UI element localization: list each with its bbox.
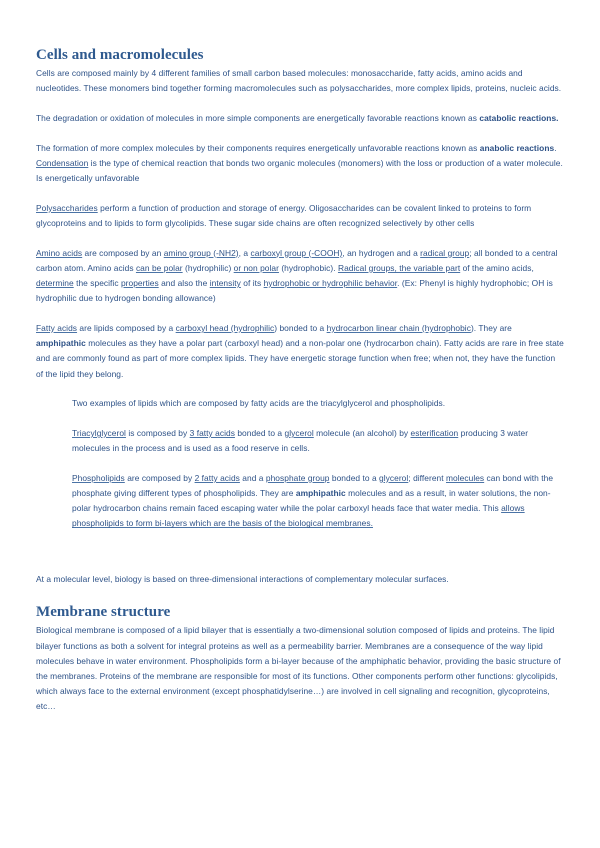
paragraph-polysaccharides: Polysaccharides perform a function of production and storage of energy. Oligosaccharides can be covalent linked to proteins to form glycoproteins and to lipids to form glycolipids. These sugar side chains are often recognized selectively by other cells [36,202,532,228]
paragraph-molecular-level: At a molecular level, biology is based on three-dimensional interactions of complementary molecular surfaces. [36,574,449,585]
paragraph-lipid-examples: Two examples of lipids which are composed by fatty acids are the triacylglycerol and phospholipids. [72,398,446,409]
section-title-membrane: Membrane structure [36,604,171,621]
paragraph-triacylglycerol: Triacylglycerol is composed by 3 fatty acids bonded to a glycerol molecule (an alcohol) by esterification producing 3 water molecules in the process and is used as a food reserve in cells. [72,427,529,454]
paragraph-membrane: Biological membrane is composed of a lipid bilayer that is essentially a two-dimensional solution composed of lipids and proteins. The lipid bilayer functions as both a solvent for integral proteins as well as a permeability barrier. Membranes are a consequence of the way lipid molecules behave in water environment. Phospholipids form a bi-layer because of the amphiphatic behavior, providing the basic structure of the membranes. Proteins of the membrane are responsible for most of its functions. Other components perform other functions: glycolipids, which always face to the external environment (except phosphatidylserine…) are involved in cell signaling and recognition, glycoproteins, etc… [36,625,561,712]
section-title-cells: Cells and macromolecules [36,47,204,63]
paragraph-catabolic: The degradation or oxidation of molecules in more simple components are energetically favorable reactions known as catabolic reactions. [36,112,559,123]
paragraph-amino-acids: Amino acids are composed by an amino group (-NH2), a carboxyl group (-COOH), an hydrogen and a radical group; all bonded to a central carbon atom. Amino acids can be polar (hydrophilic) or non polar (hydrophobic). Radical groups, the variable part of the amino acids, determine the specific properties and also the intensity of its hydrophobic or hydrophilic behavior. (Ex: Phenyl is highly hydrophobic; OH is hydrophilic due to hydrogen bonding allowance) [36,247,558,304]
term-condensation: Condensation [36,157,89,168]
term-catabolic: catabolic reactions. [479,112,559,123]
document-page [36,46,564,729]
spacer [36,546,564,572]
paragraph-intro: Cells are composed mainly by 4 different families of small carbon based molecules: monosaccharide, fatty acids, amino acids and nucleotides. These monomers bind together forming macromolecules such as polysaccharides, more complex lipids, proteins, nucleic acids. [36,68,562,94]
paragraph-fatty-acids: Fatty acids are lipids composed by a carboxyl head (hydrophilic) bonded to a hydrocarbon linear chain (hydrophobic). They are amphipathic molecules as they have a polar part (carboxyl head) and a non-polar one (hydrocarbon chain). Fatty acids are rare in free state and are commonly found as part of more complex lipids. They have energetic storage function when free; when not, they have the function of the lipid they belong. [36,322,564,379]
term-polysaccharides: Polysaccharides [36,202,98,213]
paragraph-anabolic: The formation of more complex molecules by their components requires energetically unfavorable reactions known as anabolic reactions. Condensation is the type of chemical reaction that bonds two organic molecules (monomers) with the loss or production of a water molecule. Is energetically unfavorable [36,142,563,184]
paragraph-phospholipids: Phospholipids are composed by 2 fatty acids and a phosphate group bonded to a glycerol; different molecules can bond with the phosphate giving different types of phospholipids. They are amphipathic molecules and as a result, in water solutions, the non-polar hydrocarbon chains remain faced escaping water while the polar carboxyl heads face that water media. This allows phospholipids to form bi-layers which are the basis of the biological membranes. [72,472,554,529]
term-anabolic: anabolic reactions [479,142,555,153]
